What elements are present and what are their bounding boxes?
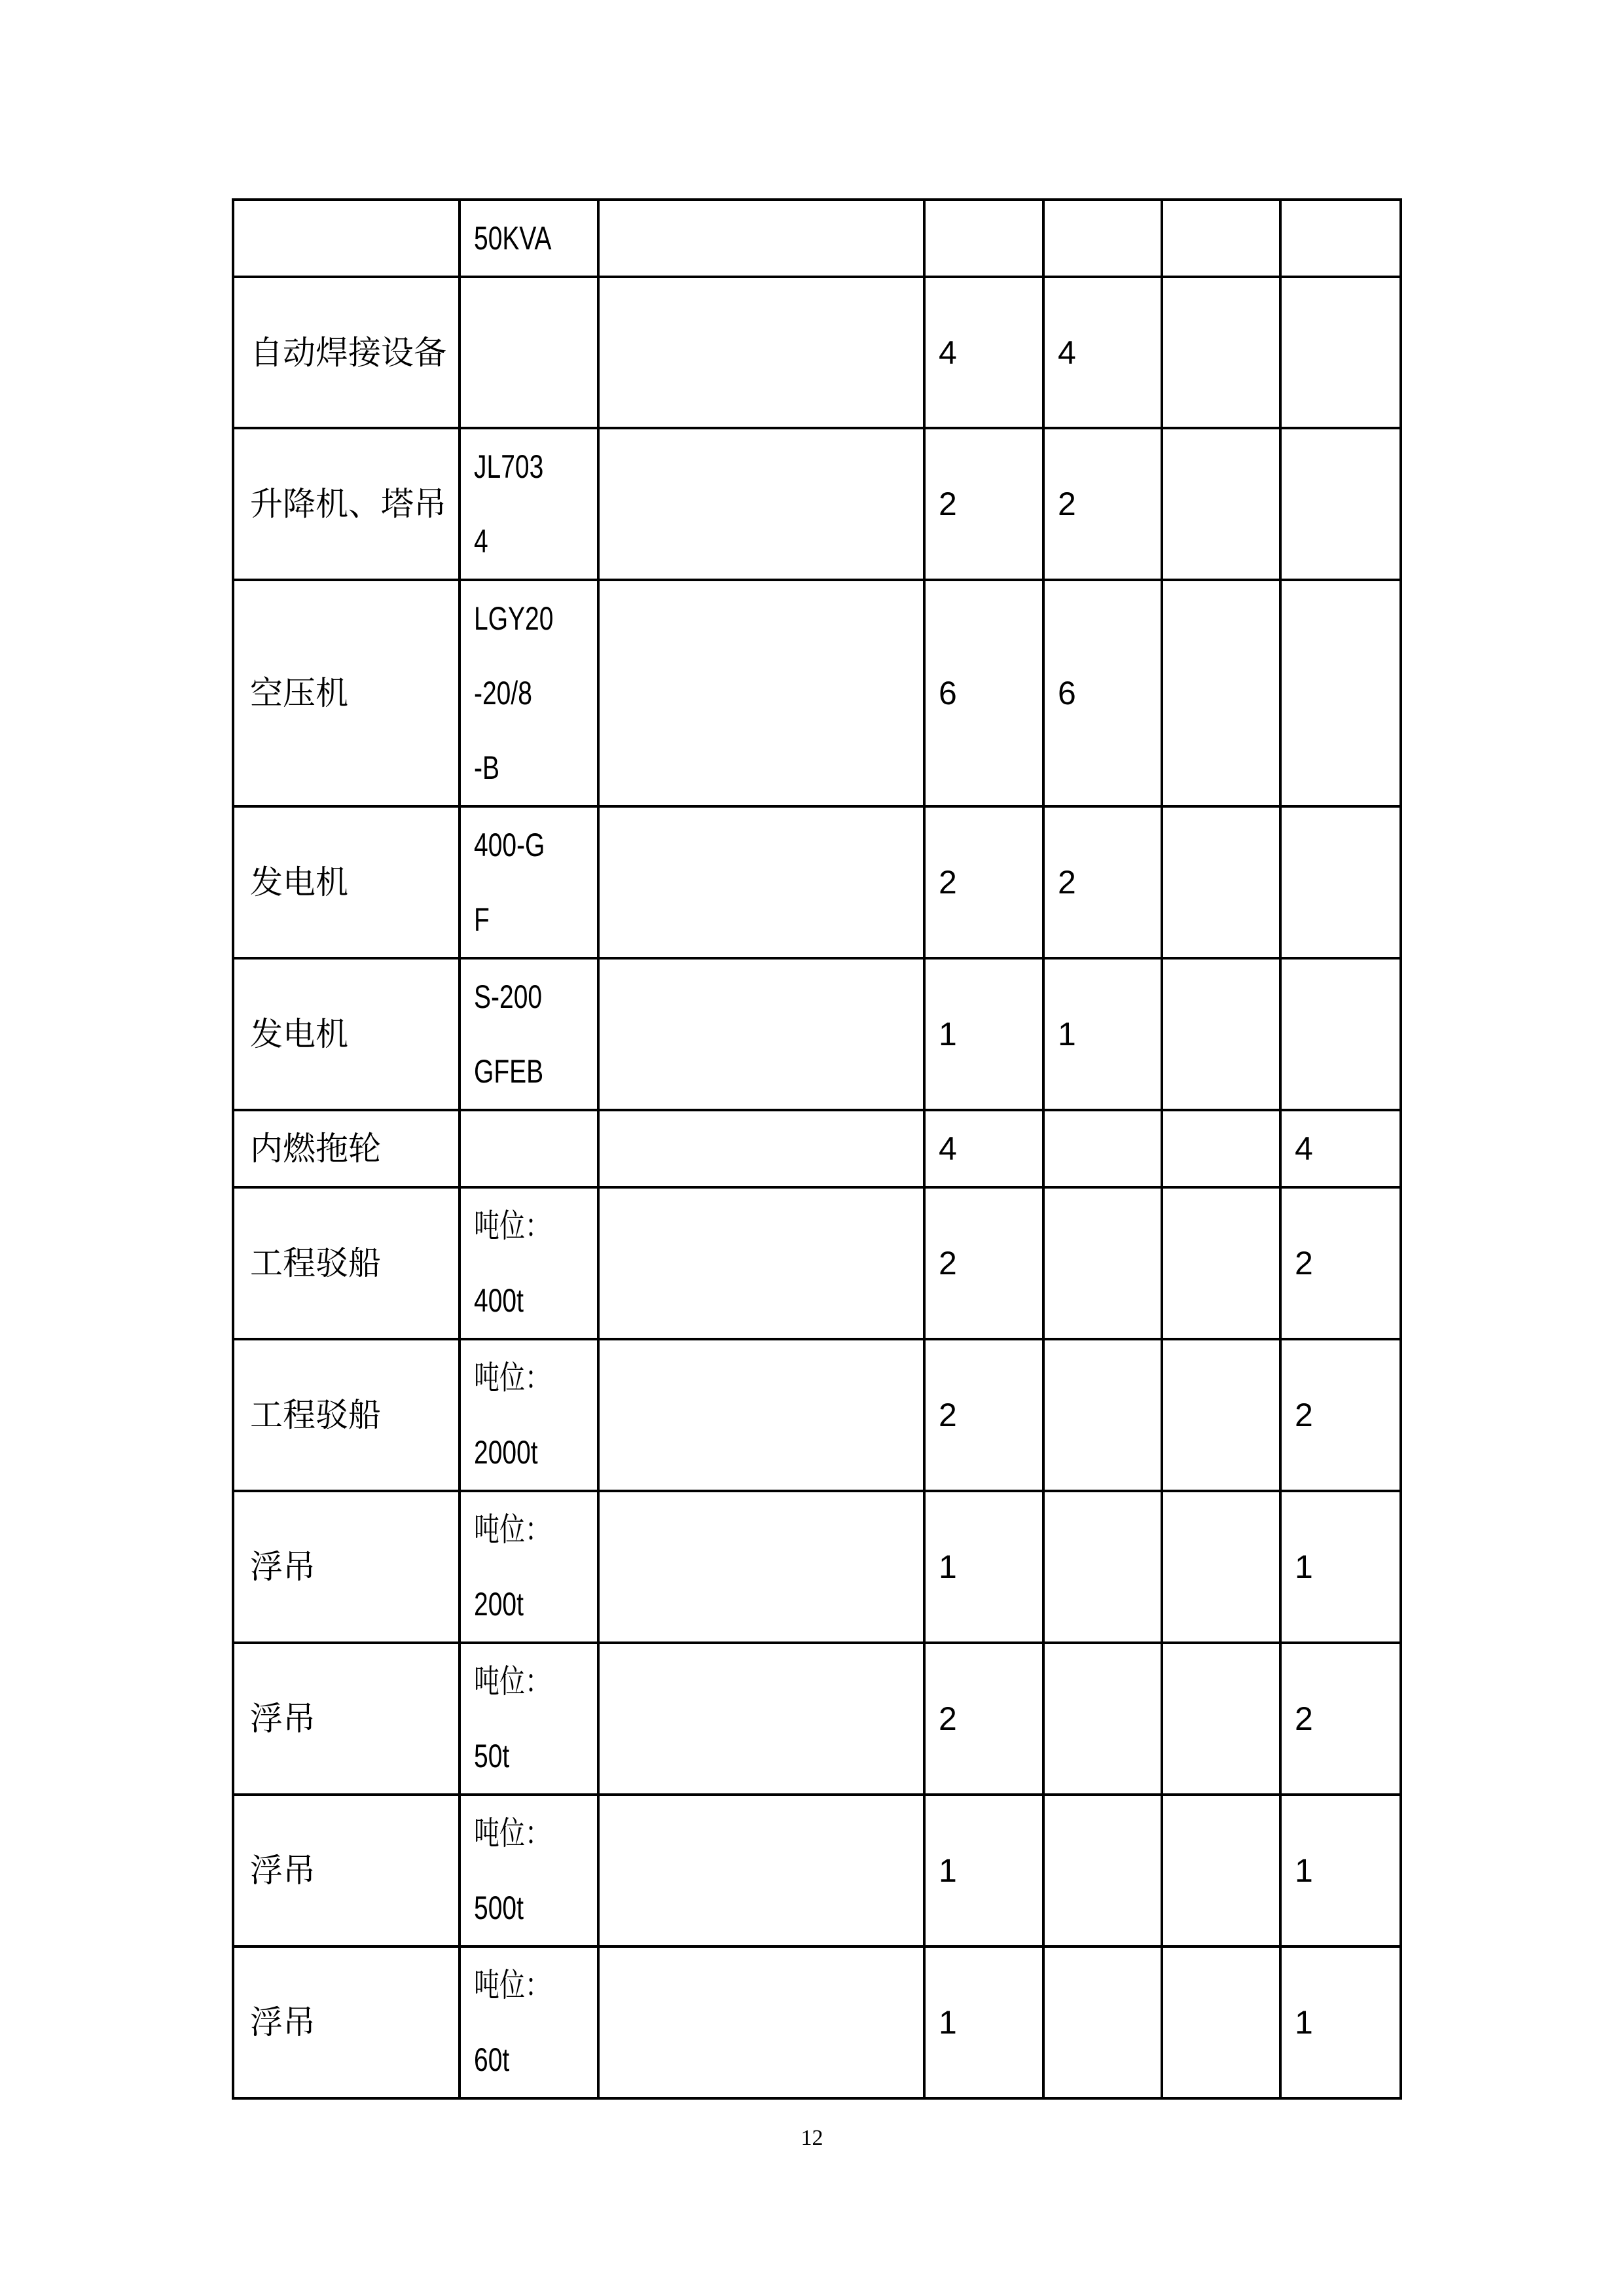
spec-cell [598, 1643, 924, 1795]
model-line: 200t [474, 1586, 524, 1623]
quantity-cell [1162, 1110, 1280, 1187]
quantity-cell: 2 [924, 1643, 1043, 1795]
quantity-cell [1043, 1110, 1162, 1187]
equipment-name-cell: 工程驳船 [233, 1339, 460, 1491]
quantity-cell [1162, 277, 1280, 428]
spec-cell [598, 1187, 924, 1339]
equipment-name-cell: 浮吊 [233, 1795, 460, 1946]
quantity-cell: 2 [1043, 428, 1162, 580]
quantity-cell [1280, 428, 1401, 580]
quantity-cell: 2 [924, 1187, 1043, 1339]
equipment-name-cell [233, 200, 460, 277]
equipment-name-cell: 浮吊 [233, 1491, 460, 1643]
spec-cell [598, 1491, 924, 1643]
quantity-cell [1043, 1795, 1162, 1946]
quantity-cell [924, 200, 1043, 277]
spec-cell [598, 277, 924, 428]
quantity-cell [1162, 428, 1280, 580]
quantity-cell: 2 [1043, 806, 1162, 958]
quantity-cell [1162, 806, 1280, 958]
model-cell [460, 958, 598, 1110]
quantity-cell: 2 [1280, 1643, 1401, 1795]
table-row [233, 806, 1401, 958]
quantity-cell: 2 [1280, 1339, 1401, 1491]
model-line: 4 [474, 523, 488, 560]
quantity-cell: 2 [924, 806, 1043, 958]
table-row [233, 958, 1401, 1110]
model-line: 吨位： [474, 1359, 550, 1396]
equipment-name-cell: 发电机 [233, 958, 460, 1110]
spec-cell [598, 958, 924, 1110]
quantity-cell: 1 [924, 1491, 1043, 1643]
model-line: -B [474, 749, 499, 786]
spec-cell [598, 1795, 924, 1946]
quantity-cell [1162, 1643, 1280, 1795]
quantity-cell [1043, 200, 1162, 277]
quantity-cell [1162, 1339, 1280, 1491]
quantity-cell [1162, 958, 1280, 1110]
model-line: 吨位： [474, 1511, 550, 1548]
table-row [233, 1187, 1401, 1339]
model-line: 50t [474, 1738, 510, 1774]
equipment-name-cell: 内燃拖轮 [233, 1110, 460, 1187]
model-cell [460, 200, 598, 277]
quantity-cell [1043, 1187, 1162, 1339]
equipment-name-cell: 升降机、塔吊 [233, 428, 460, 580]
quantity-cell [1280, 200, 1401, 277]
quantity-cell: 1 [1043, 958, 1162, 1110]
quantity-cell [1162, 1946, 1280, 2098]
table-row [233, 200, 1401, 277]
model-cell [460, 277, 598, 428]
quantity-cell [1280, 806, 1401, 958]
model-line: F [474, 901, 490, 938]
quantity-cell: 4 [1043, 277, 1162, 428]
quantity-cell: 1 [1280, 1491, 1401, 1643]
spec-cell [598, 806, 924, 958]
spec-cell [598, 1339, 924, 1491]
equipment-name-cell: 浮吊 [233, 1643, 460, 1795]
equipment-name-cell: 工程驳船 [233, 1187, 460, 1339]
model-cell [460, 428, 598, 580]
equipment-table [232, 198, 1402, 2100]
model-line: 吨位： [474, 1663, 550, 1700]
table-row [233, 1491, 1401, 1643]
model-line: -20/8 [474, 675, 532, 711]
model-cell [460, 580, 598, 806]
quantity-cell [1043, 1339, 1162, 1491]
model-line: 400t [474, 1282, 524, 1319]
quantity-cell [1162, 1491, 1280, 1643]
table-row [233, 1110, 1401, 1187]
table-row [233, 1795, 1401, 1946]
spec-cell [598, 1946, 924, 2098]
model-cell [460, 1643, 598, 1795]
model-cell [460, 1491, 598, 1643]
quantity-cell: 2 [924, 428, 1043, 580]
model-line: GFEB [474, 1053, 544, 1090]
quantity-cell: 4 [924, 1110, 1043, 1187]
quantity-cell: 1 [1280, 1795, 1401, 1946]
table-row [233, 580, 1401, 806]
quantity-cell: 1 [1280, 1946, 1401, 2098]
model-cell [460, 1795, 598, 1946]
quantity-cell [1043, 1946, 1162, 2098]
model-cell [460, 1110, 598, 1187]
quantity-cell: 4 [1280, 1110, 1401, 1187]
quantity-cell [1162, 1187, 1280, 1339]
spec-cell [598, 580, 924, 806]
quantity-cell: 1 [924, 958, 1043, 1110]
table-row [233, 1946, 1401, 2098]
model-cell [460, 1339, 598, 1491]
quantity-cell [1162, 580, 1280, 806]
quantity-cell [1280, 580, 1401, 806]
equipment-name-cell: 浮吊 [233, 1946, 460, 2098]
quantity-cell: 1 [924, 1795, 1043, 1946]
equipment-name-cell: 自动焊接设备 [233, 277, 460, 428]
quantity-cell [1280, 277, 1401, 428]
spec-cell [598, 1110, 924, 1187]
model-line: 50KVA [474, 220, 552, 257]
model-cell [460, 1187, 598, 1339]
quantity-cell: 6 [1043, 580, 1162, 806]
spec-cell [598, 200, 924, 277]
equipment-name-cell: 空压机 [233, 580, 460, 806]
model-line: 400-G [474, 827, 545, 863]
quantity-cell: 4 [924, 277, 1043, 428]
model-line: 吨位： [474, 1208, 550, 1244]
page-number: 12 [801, 2126, 823, 2150]
model-cell [460, 806, 598, 958]
quantity-cell: 1 [924, 1946, 1043, 2098]
model-line: 500t [474, 1890, 524, 1926]
model-line: 2000t [474, 1434, 538, 1471]
quantity-cell [1280, 958, 1401, 1110]
model-line: 吨位： [474, 1967, 550, 2003]
model-line: JL703 [474, 448, 544, 485]
quantity-cell [1162, 200, 1280, 277]
quantity-cell [1043, 1643, 1162, 1795]
quantity-cell: 2 [1280, 1187, 1401, 1339]
model-cell [460, 1946, 598, 2098]
model-line: S-200 [474, 978, 543, 1015]
table-row [233, 1643, 1401, 1795]
quantity-cell [1043, 1491, 1162, 1643]
table-row [233, 428, 1401, 580]
equipment-name-cell: 发电机 [233, 806, 460, 958]
model-line: 吨位： [474, 1815, 550, 1852]
model-line: LGY20 [474, 600, 554, 637]
quantity-cell [1162, 1795, 1280, 1946]
quantity-cell: 2 [924, 1339, 1043, 1491]
model-line: 60t [474, 2041, 510, 2078]
table-row [233, 1339, 1401, 1491]
table-row [233, 277, 1401, 428]
spec-cell [598, 428, 924, 580]
quantity-cell: 6 [924, 580, 1043, 806]
